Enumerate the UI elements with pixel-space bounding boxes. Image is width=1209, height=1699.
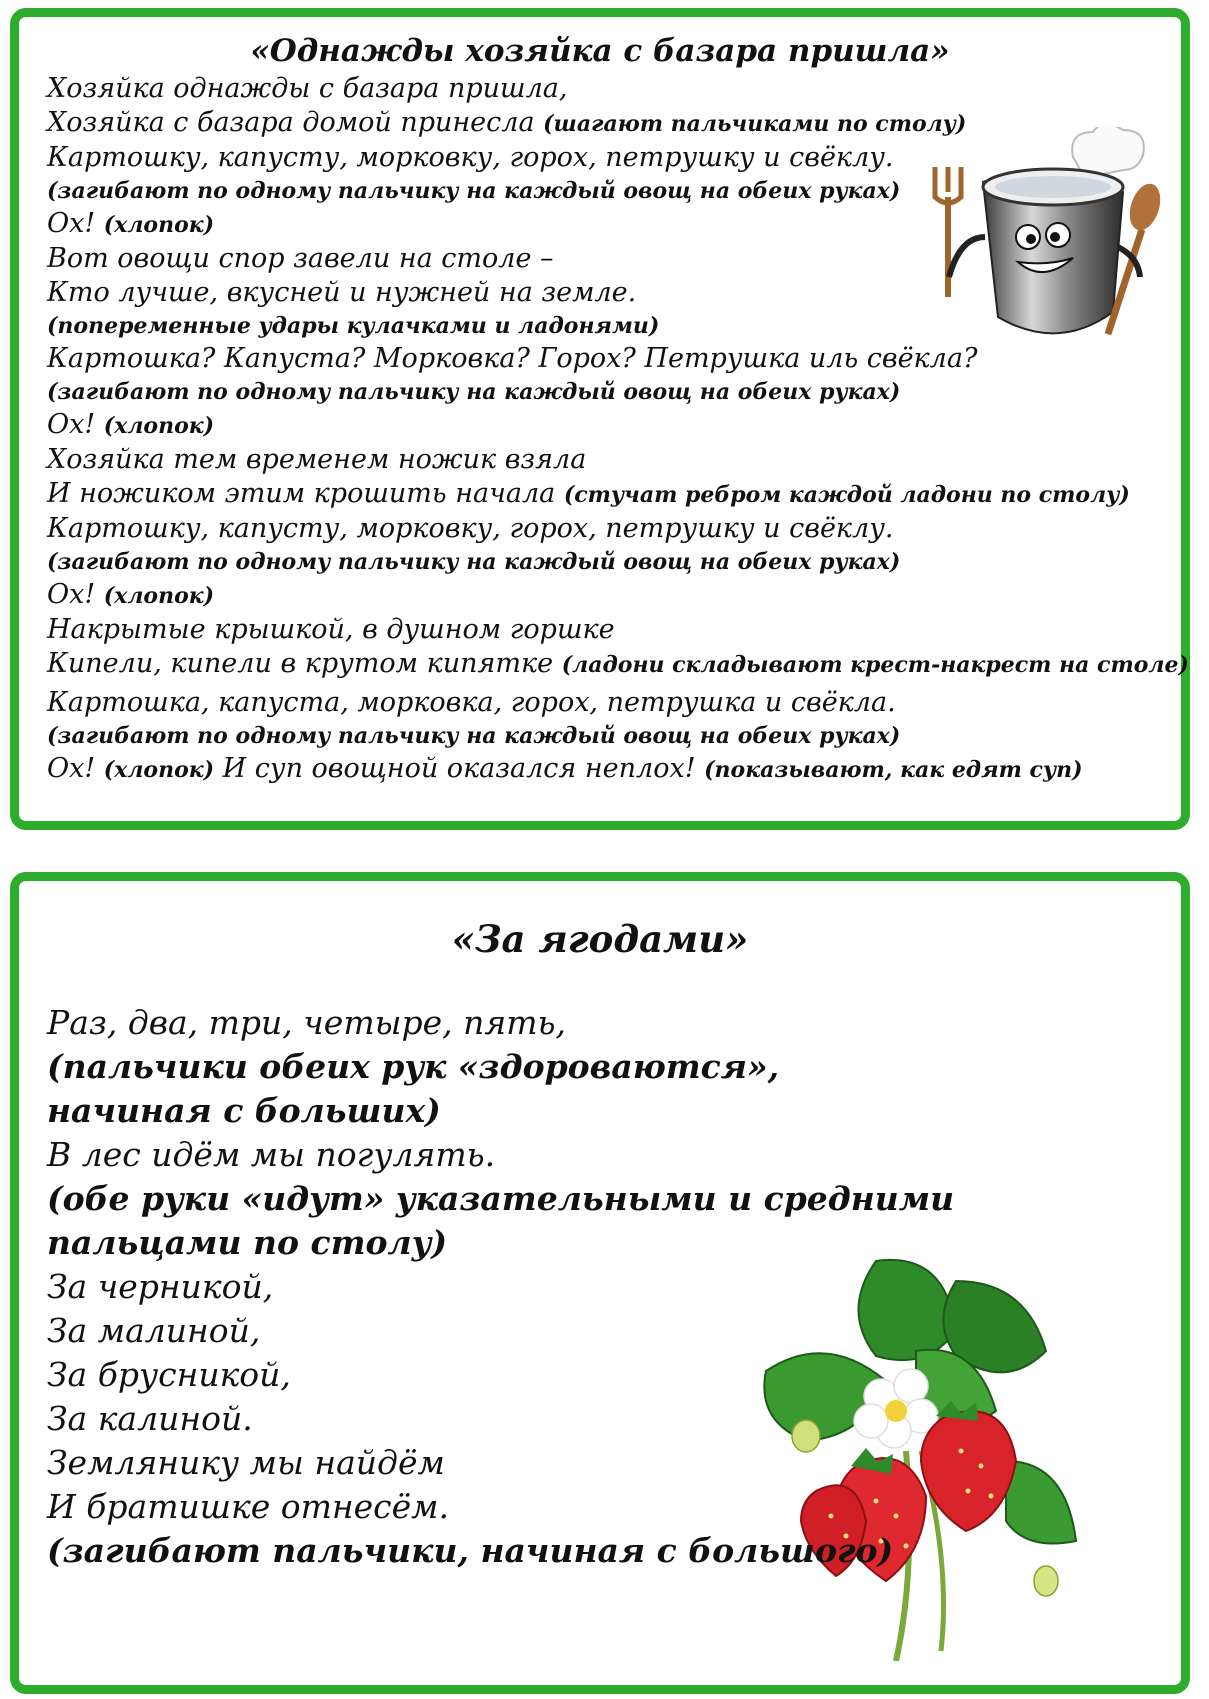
rhyme-text	[47, 72, 1189, 787]
rhyme-card-berries	[10, 872, 1190, 1694]
verse-line: И братишке отнесём.	[47, 1487, 450, 1526]
stage-direction: (хлопок)	[103, 212, 215, 238]
stage-direction: (ладони складывают крест-накрест на столе)	[561, 652, 1189, 678]
stage-direction: (загибают по одному пальчику на каждый овощ на обеих руках)	[47, 178, 901, 204]
stage-direction: (загибают по одному пальчику на каждый овощ на обеих руках)	[47, 723, 901, 749]
stage-direction: (обе руки «идут» указательными и средними	[47, 1179, 955, 1218]
rhyme-text	[47, 1001, 1171, 1573]
stage-direction: (хлопок)	[103, 757, 215, 783]
verse-line: Картошку, капусту, морковку, горох, петрушку и свёклу.	[47, 513, 894, 544]
verse-line: Картошка? Капуста? Морковка? Горох? Петрушка иль свёкла?	[47, 343, 978, 374]
verse-line: В лес идём мы погулять.	[47, 1135, 496, 1174]
stage-direction: (шагают пальчиками по столу)	[543, 111, 967, 137]
stage-direction: (загибают по одному пальчику на каждый овощ на обеих руках)	[47, 549, 901, 575]
rhyme-card-vegetables	[10, 8, 1190, 830]
verse-line: За брусникой,	[47, 1355, 291, 1394]
verse-line: Раз, два, три, четыре, пять,	[47, 1003, 566, 1042]
verse-line: Картошка, капуста, морковка, горох, петрушка и свёкла.	[47, 687, 896, 718]
verse-line: Картошку, капусту, морковку, горох, петрушку и свёклу.	[47, 142, 894, 173]
verse-line: Кто лучше, вкусней и нужней на земле.	[47, 277, 637, 308]
verse-line: Хозяйка с базара домой принесла (шагают пальчиками по столу)	[47, 107, 967, 138]
verse-line: Ох! (хлопок)	[47, 409, 215, 440]
card-title: «За ягодами»	[451, 917, 749, 961]
card-title: «Однажды хозяйка с базара пришла»	[250, 33, 950, 69]
stage-direction: (пальчики обеих рук «здороваются»,	[47, 1047, 780, 1086]
stage-direction: начиная с больших)	[47, 1091, 441, 1130]
verse-line: Кипели, кипели в крутом кипятке (ладони складывают крест-накрест на столе)	[47, 648, 1189, 679]
stage-direction: (загибают по одному пальчику на каждый овощ на обеих руках)	[47, 379, 901, 405]
stage-direction: (хлопок)	[103, 413, 215, 439]
verse-line: Ох! (хлопок)	[47, 579, 215, 610]
stage-direction: пальцами по столу)	[47, 1223, 448, 1262]
verse-line: Хозяйка однажды с базара пришла,	[47, 73, 568, 104]
verse-line: Вот овощи спор завели на столе –	[47, 243, 554, 274]
verse-line: Землянику мы найдём	[47, 1443, 445, 1482]
verse-line: Накрытые крышкой, в душном горшке	[47, 614, 615, 645]
verse-line: Ох! (хлопок) И суп овощной оказался неплох! (показывают, как едят суп)	[47, 753, 1083, 784]
stage-direction: (хлопок)	[103, 583, 215, 609]
stage-direction: (загибают пальчики, начиная с большого)	[47, 1531, 894, 1570]
verse-line: И ножиком этим крошить начала (стучат ребром каждой ладони по столу)	[47, 478, 1130, 509]
stage-direction: (стучат ребром каждой ладони по столу)	[563, 482, 1130, 508]
verse-line: За черникой,	[47, 1267, 274, 1306]
stage-direction: (попеременные удары кулачками и ладонями)	[47, 313, 660, 339]
verse-line: За малиной,	[47, 1311, 261, 1350]
verse-line: За калиной.	[47, 1399, 253, 1438]
verse-line: Ох! (хлопок)	[47, 208, 215, 239]
stage-direction: (показывают, как едят суп)	[704, 757, 1083, 783]
verse-line: Хозяйка тем временем ножик взяла	[47, 444, 587, 475]
